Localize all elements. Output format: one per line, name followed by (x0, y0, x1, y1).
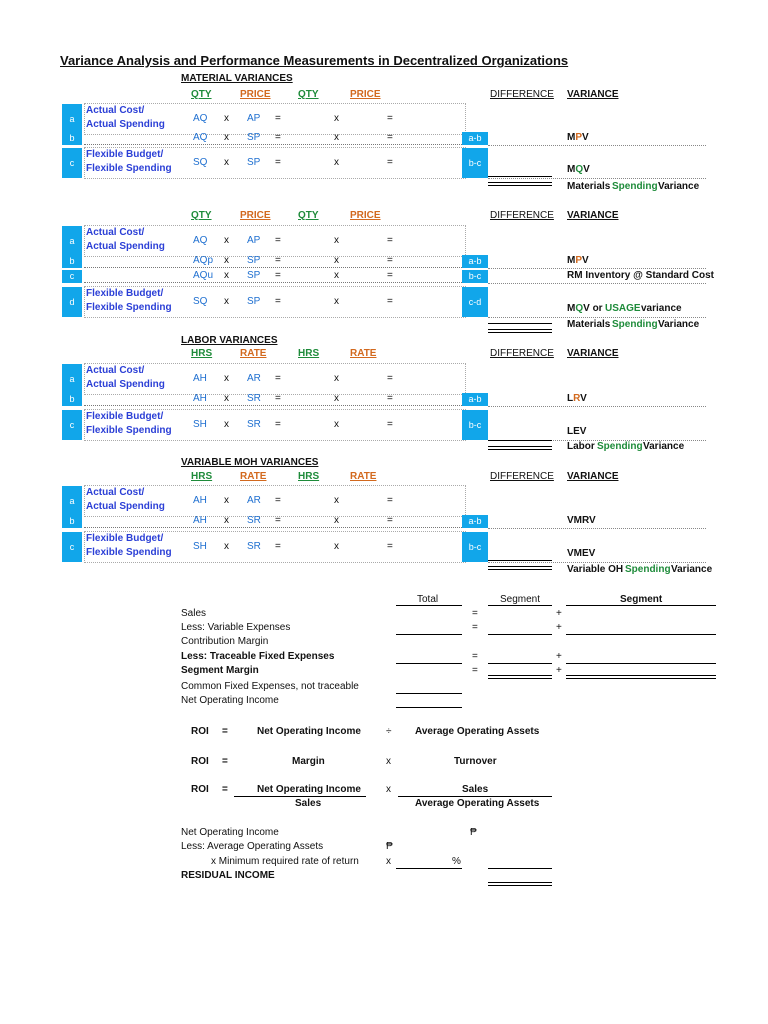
total-variance-spending: Spending (597, 441, 643, 452)
price-value: SR (247, 419, 261, 430)
variance-header: VARIANCE (567, 348, 619, 359)
seg2-line (566, 634, 716, 635)
row-dotted-line (488, 528, 706, 529)
roi-margin: Margin (292, 756, 325, 767)
row-label-2: Actual Spending (86, 501, 165, 512)
times: x (386, 856, 391, 867)
row-dotted-line (488, 283, 706, 284)
difference-total-line (488, 323, 552, 324)
difference-header: DIFFERENCE (490, 89, 554, 100)
row-label-2: Flexible Spending (86, 302, 172, 313)
roi-label: ROI (191, 756, 209, 767)
qty-value: SQ (193, 296, 208, 307)
price-value: SP (247, 157, 261, 168)
times: x (334, 255, 339, 266)
row-label-1: Flexible Budget/ (86, 533, 164, 544)
times: x (224, 270, 229, 281)
qty-header: HRS (191, 348, 213, 359)
difference-label: a-b (462, 393, 488, 406)
section-heading: MATERIAL VARIANCES (181, 73, 293, 84)
variance-header: VARIANCE (567, 471, 619, 482)
seg2-line (566, 663, 716, 664)
row-underline (84, 144, 462, 145)
qty-header: HRS (191, 471, 213, 482)
equals: = (387, 132, 393, 143)
qty-value: AH (193, 495, 207, 506)
qty-header: QTY (191, 89, 212, 100)
row-letter-c: c (62, 532, 82, 562)
section-heading: VARIABLE MOH VARIANCES (181, 457, 319, 468)
header-line-total (396, 605, 462, 606)
income-line: Contribution Margin (181, 636, 269, 647)
times: x (224, 296, 229, 307)
equals: = (275, 296, 281, 307)
roi-times: x (386, 756, 391, 767)
times: x (334, 132, 339, 143)
row-label-2: Actual Spending (86, 241, 165, 252)
price-header: RATE (240, 471, 267, 482)
variance-name-a: MQV or (567, 303, 603, 314)
equals: = (387, 515, 393, 526)
row-label-1: Flexible Budget/ (86, 149, 164, 160)
roi-equals: = (222, 784, 228, 795)
price-value: AP (247, 235, 261, 246)
equals: = (275, 373, 281, 384)
seg1-line (488, 663, 552, 664)
ri-assets: Less: Average Operating Assets (181, 841, 324, 852)
total-header: Total (417, 594, 439, 605)
times: x (224, 419, 229, 430)
price-value: SP (247, 270, 261, 281)
row-label-2: Flexible Spending (86, 425, 172, 436)
difference-label: a-b (462, 132, 488, 145)
row-underline (84, 282, 462, 283)
difference-label: a-b (462, 255, 488, 268)
equals: = (275, 157, 281, 168)
row-label-1: Actual Cost/ (86, 227, 145, 238)
total-line (396, 707, 462, 708)
roi-equals: = (222, 756, 228, 767)
price-value: AR (247, 373, 261, 384)
variance-name: RM Inventory @ Standard Cost (567, 270, 714, 281)
qty-value: SQ (193, 157, 208, 168)
row-label-1: Actual Cost/ (86, 105, 145, 116)
difference-label: b-c (462, 410, 488, 440)
roi-turnover: Turnover (454, 756, 497, 767)
times: x (224, 515, 229, 526)
plus: + (556, 665, 562, 676)
fraction-line (234, 796, 366, 797)
roi-divide: ÷ (386, 726, 392, 737)
row-dotted-line (488, 317, 706, 318)
row-label-2: Actual Spending (86, 379, 165, 390)
times: x (334, 270, 339, 281)
times: x (334, 235, 339, 246)
times: x (334, 113, 339, 124)
row-dotted-line (488, 268, 706, 269)
total-variance-suffix: Variance (658, 319, 700, 330)
roi-label: ROI (191, 726, 209, 737)
section-heading: LABOR VARIANCES (181, 335, 278, 346)
total-variance-spending: Spending (625, 564, 671, 575)
seg1-line (488, 634, 552, 635)
equals: = (275, 419, 281, 430)
equals: = (387, 270, 393, 281)
price-value: SP (247, 296, 261, 307)
equals: = (472, 608, 478, 619)
price-value: SP (247, 132, 261, 143)
roi-assets: Average Operating Assets (415, 726, 540, 737)
times: x (334, 495, 339, 506)
variance-name: VMRV (567, 515, 596, 526)
row-letter-c: c (62, 270, 82, 283)
difference-header: DIFFERENCE (490, 348, 554, 359)
qty-value: AQ (193, 113, 208, 124)
row-dotted-line (488, 145, 706, 146)
qty-value: AH (193, 515, 207, 526)
equals: = (472, 665, 478, 676)
equals: = (275, 393, 281, 404)
income-line: Sales (181, 608, 207, 619)
price-value: SR (247, 393, 261, 404)
difference-double-line (488, 446, 552, 450)
row-letter-b: b (62, 132, 82, 145)
header-line-seg1 (488, 605, 552, 606)
qty-value: AH (193, 373, 207, 384)
variance-name: LRV (567, 393, 587, 404)
ri-rate: x Minimum required rate of return (211, 856, 359, 867)
row-dotted-line (488, 562, 706, 563)
times: x (224, 157, 229, 168)
ri-double (488, 882, 552, 886)
qty-value: AQu (193, 270, 214, 281)
roi-times: x (386, 784, 391, 795)
income-line: Common Fixed Expenses, not traceable (181, 681, 359, 692)
price2-header: RATE (350, 348, 377, 359)
price2-header: PRICE (350, 210, 381, 221)
equals: = (387, 541, 393, 552)
price-value: SP (247, 255, 261, 266)
row-label-1: Flexible Budget/ (86, 288, 164, 299)
times: x (224, 495, 229, 506)
roi-sales: Sales (462, 784, 489, 795)
row-letter-b: b (62, 393, 82, 406)
total-line (396, 663, 462, 664)
total-line (396, 693, 462, 694)
row-letter-d: d (62, 287, 82, 317)
times: x (334, 541, 339, 552)
total-variance-prefix: Materials (567, 181, 611, 192)
ri-line (488, 868, 552, 869)
peso-sign: ₱ (470, 827, 477, 838)
qty-value: AQ (193, 235, 208, 246)
variance-name-c: variance (641, 303, 682, 314)
roi-noi: Net Operating Income (257, 784, 361, 795)
equals: = (472, 622, 478, 633)
variance-header: VARIANCE (567, 89, 619, 100)
total-variance-suffix: Variance (658, 181, 700, 192)
plus: + (556, 622, 562, 633)
row-label-1: Actual Cost/ (86, 487, 145, 498)
row-label-2: Flexible Spending (86, 547, 172, 558)
qty-value: SH (193, 419, 207, 430)
equals: = (387, 393, 393, 404)
qty-value: AQ (193, 132, 208, 143)
difference-label: b-c (462, 148, 488, 178)
equals: = (275, 270, 281, 281)
percent-sign: % (452, 856, 461, 867)
difference-double-line (488, 182, 552, 186)
variance-name: MPV (567, 255, 589, 266)
price-value: SR (247, 541, 261, 552)
difference-total-line (488, 176, 552, 177)
equals: = (387, 157, 393, 168)
row-underline (84, 527, 462, 528)
income-line: Net Operating Income (181, 695, 279, 706)
header-line-seg2 (566, 605, 716, 606)
fraction-line (398, 796, 552, 797)
price2-header: PRICE (350, 89, 381, 100)
plus: + (556, 608, 562, 619)
times: x (334, 296, 339, 307)
equals: = (275, 113, 281, 124)
equals: = (387, 419, 393, 430)
difference-label: a-b (462, 515, 488, 528)
difference-header: DIFFERENCE (490, 471, 554, 482)
row-letter-b: b (62, 255, 82, 268)
times: x (334, 419, 339, 430)
difference-label: b-c (462, 270, 488, 283)
roi-sales-den: Sales (295, 798, 322, 809)
price-value: SR (247, 515, 261, 526)
times: x (224, 132, 229, 143)
row-letter-a: a (62, 104, 82, 134)
equals: = (472, 651, 478, 662)
income-line: Less: Traceable Fixed Expenses (181, 651, 335, 662)
segment-header-1: Segment (500, 594, 541, 605)
row-label-1: Flexible Budget/ (86, 411, 164, 422)
peso-sign: ₱ (386, 841, 393, 852)
difference-label: b-c (462, 532, 488, 562)
ri-noi: Net Operating Income (181, 827, 279, 838)
total-variance-suffix: Variance (643, 441, 685, 452)
roi-noi: Net Operating Income (257, 726, 361, 737)
difference-total-line (488, 440, 552, 441)
times: x (224, 393, 229, 404)
row-label-1: Actual Cost/ (86, 365, 145, 376)
seg2-double (566, 675, 716, 679)
row-label-2: Flexible Spending (86, 163, 172, 174)
roi-equals: = (222, 726, 228, 737)
equals: = (275, 235, 281, 246)
plus: + (556, 651, 562, 662)
variance-name-b: USAGE (605, 303, 641, 314)
row-letter-a: a (62, 364, 82, 394)
ri-total: RESIDUAL INCOME (181, 870, 275, 881)
price-header: RATE (240, 348, 267, 359)
row-letter-a: a (62, 486, 82, 516)
qty2-header: QTY (298, 89, 319, 100)
equals: = (275, 255, 281, 266)
income-line: Less: Variable Expenses (181, 622, 291, 633)
difference-label: c-d (462, 287, 488, 317)
times: x (334, 157, 339, 168)
row-underline (84, 405, 462, 406)
qty2-header: QTY (298, 210, 319, 221)
equals: = (387, 113, 393, 124)
qty2-header: HRS (298, 471, 320, 482)
price2-header: RATE (350, 471, 377, 482)
equals: = (387, 373, 393, 384)
row-letter-a: a (62, 226, 82, 256)
row-dotted-line (488, 178, 706, 179)
total-variance-spending: Spending (612, 181, 658, 192)
qty-header: QTY (191, 210, 212, 221)
total-variance-prefix: Materials (567, 319, 611, 330)
equals: = (275, 515, 281, 526)
variance-name: MPV (567, 132, 589, 143)
equals: = (387, 255, 393, 266)
total-variance-prefix: Labor (567, 441, 595, 452)
qty-value: SH (193, 541, 207, 552)
row-letter-b: b (62, 515, 82, 528)
equals: = (387, 296, 393, 307)
variance-name: VMEV (567, 548, 596, 559)
equals: = (275, 132, 281, 143)
variance-header: VARIANCE (567, 210, 619, 221)
income-line: Segment Margin (181, 665, 259, 676)
total-variance-suffix: Variance (671, 564, 713, 575)
row-letter-c: c (62, 410, 82, 440)
qty-value: AH (193, 393, 207, 404)
difference-header: DIFFERENCE (490, 210, 554, 221)
times: x (334, 515, 339, 526)
equals: = (275, 541, 281, 552)
times: x (224, 235, 229, 246)
row-dotted-line (488, 406, 706, 407)
qty2-header: HRS (298, 348, 320, 359)
equals: = (387, 235, 393, 246)
qty-value: AQp (193, 255, 214, 266)
difference-double-line (488, 329, 552, 333)
price-value: AR (247, 495, 261, 506)
difference-total-line (488, 560, 552, 561)
total-variance-prefix: Variable OH (567, 564, 624, 575)
variance-name: MQV (567, 164, 590, 175)
equals: = (387, 495, 393, 506)
times: x (224, 541, 229, 552)
roi-label: ROI (191, 784, 209, 795)
times: x (224, 255, 229, 266)
times: x (224, 113, 229, 124)
seg1-double (488, 675, 552, 679)
equals: = (275, 495, 281, 506)
total-variance-spending: Spending (612, 319, 658, 330)
row-underline (84, 267, 462, 268)
row-label-2: Actual Spending (86, 119, 165, 130)
segment-header-2: Segment (620, 594, 663, 605)
times: x (334, 373, 339, 384)
difference-double-line (488, 566, 552, 570)
times: x (334, 393, 339, 404)
variance-name: LEV (567, 426, 587, 437)
price-header: PRICE (240, 89, 271, 100)
price-value: AP (247, 113, 261, 124)
row-letter-c: c (62, 148, 82, 178)
price-header: PRICE (240, 210, 271, 221)
page-title: Variance Analysis and Performance Measurements in Decentralized Organizations (60, 53, 569, 68)
ri-line (396, 868, 462, 869)
roi-assets-den: Average Operating Assets (415, 798, 540, 809)
times: x (224, 373, 229, 384)
total-line (396, 634, 462, 635)
